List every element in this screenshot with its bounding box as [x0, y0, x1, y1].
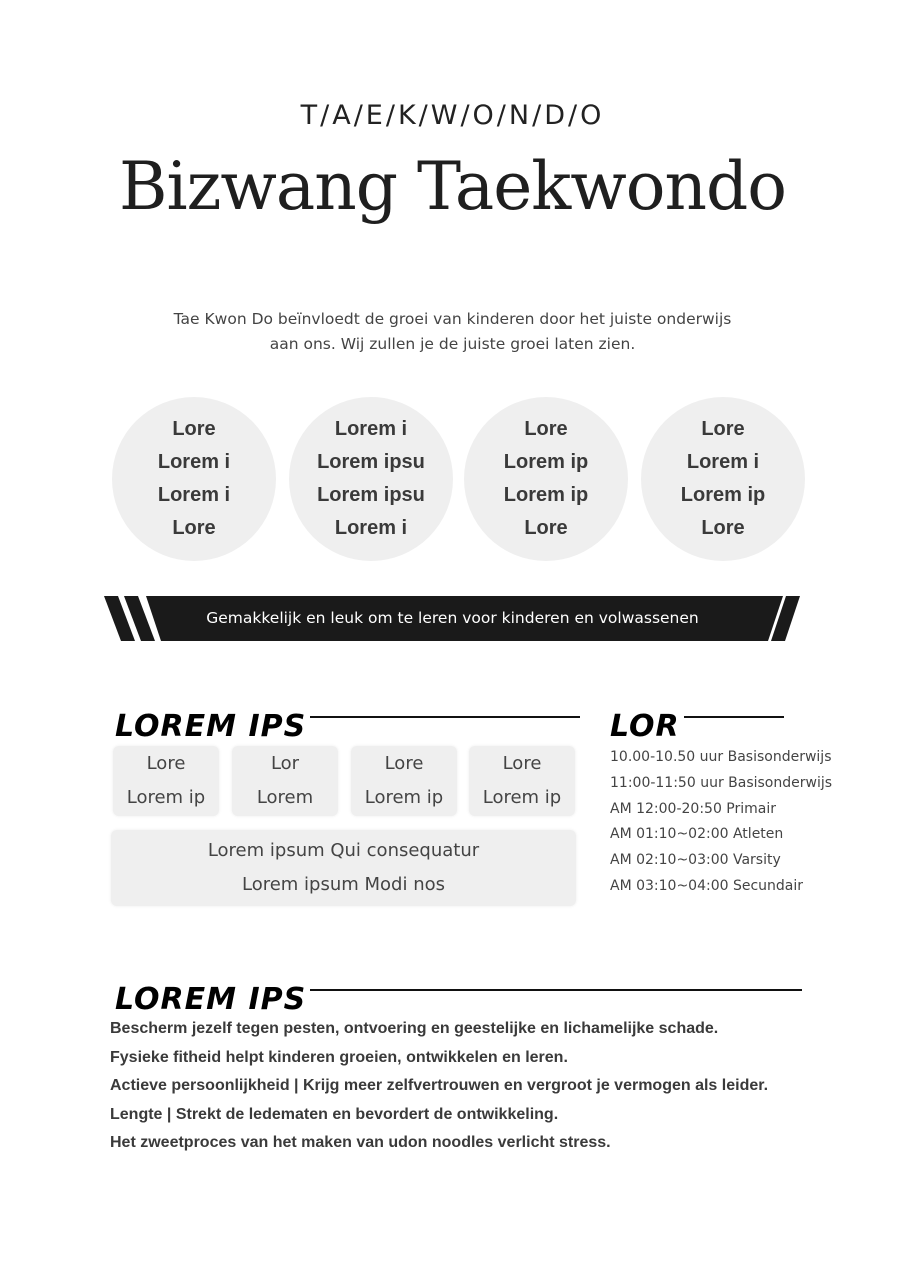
circle-text: Lorem ip [680, 484, 766, 506]
circle-text: Lore [524, 418, 568, 440]
benefit-item: Lengte | Strekt de ledematen en bevordert de ontwikkeling. [110, 1105, 559, 1123]
program-box [469, 746, 575, 816]
program-box-line: Lorem ip [126, 787, 206, 808]
circle-text: Lorem i [334, 418, 408, 440]
circle-text: Lorem i [686, 451, 760, 473]
page-title: Bizwang Taekwondo [119, 148, 786, 225]
circle-text: Lore [172, 418, 216, 440]
schedule-list [610, 745, 832, 900]
feature-circle [641, 397, 805, 561]
intro-line: aan ons. Wij zullen je de juiste groei laten zien. [269, 335, 636, 353]
circle-text: Lorem ipsu [317, 484, 425, 506]
circle-text: Lorem ipsu [317, 451, 425, 473]
program-box-line: Lorem ip [482, 787, 562, 808]
program-box [351, 746, 457, 816]
feature-circle [112, 397, 276, 561]
feature-circle [289, 397, 453, 561]
program-box-line: Lore [146, 753, 186, 774]
circle-text: Lore [172, 517, 216, 539]
benefit-item: Bescherm jezelf tegen pesten, ontvoering en geestelijke en lichamelijke schade. [110, 1020, 719, 1037]
circle-text: Lorem ip [503, 484, 589, 506]
intro-line: Tae Kwon Do beïnvloedt de groei van kinderen door het juiste onderwijs [173, 310, 732, 328]
schedule-item: 10.00-10.50 uur Basisonderwijs [610, 749, 832, 765]
program-box-line: Lore [384, 753, 424, 774]
circle-text: Lorem ip [503, 451, 589, 473]
program-wide-line: Lorem ipsum Modi nos [241, 874, 446, 895]
program-box [232, 746, 338, 816]
program-wide-line: Lorem ipsum Qui consequatur [207, 840, 480, 861]
circle-text: Lore [701, 418, 745, 440]
intro-text [150, 307, 755, 357]
banner-text: Gemakkelijk en leuk om te leren voor kinderen en volwassenen [206, 609, 699, 627]
circle-text: Lorem i [157, 484, 231, 506]
schedule-item: AM 02:10~03:00 Varsity [610, 852, 781, 869]
benefits-heading: LOREM IPS [115, 985, 310, 1015]
feature-circle [464, 397, 628, 561]
circle-text: Lorem i [334, 517, 408, 539]
program-box-line: Lorem ip [364, 787, 444, 808]
brand-kicker: T/A/E/K/W/O/N/D/O [300, 100, 605, 131]
schedule-item: AM 03:10~04:00 Secundair [610, 877, 804, 894]
benefit-item: Actieve persoonlijkheid | Krijg meer zelfvertrouwen en vergroot je vermogen als leider. [110, 1077, 769, 1095]
schedule-heading: LOR [610, 712, 684, 742]
schedule-item: 11:00-11:50 uur Basisonderwijs [610, 774, 833, 791]
circle-text: Lorem i [157, 451, 231, 473]
program-box-line: Lor [270, 753, 300, 774]
program-wide-box [111, 830, 576, 906]
benefits-list [110, 1015, 768, 1158]
schedule-item: AM 12:00-20:50 Primair [610, 800, 777, 817]
programs-heading: LOREM IPS [115, 712, 310, 742]
benefit-item: Het zweetproces van het maken van udon noodles verlicht stress. [110, 1134, 611, 1152]
circle-text: Lore [701, 517, 745, 539]
program-box-line: Lorem [256, 787, 314, 808]
circle-text: Lore [524, 517, 568, 539]
schedule-item: AM 01:10~02:00 Atleten [610, 826, 784, 843]
program-box-line: Lore [502, 753, 542, 774]
benefit-item: Fysieke fitheid helpt kinderen groeien, ontwikkelen en leren. [110, 1048, 568, 1066]
program-box [113, 746, 219, 816]
